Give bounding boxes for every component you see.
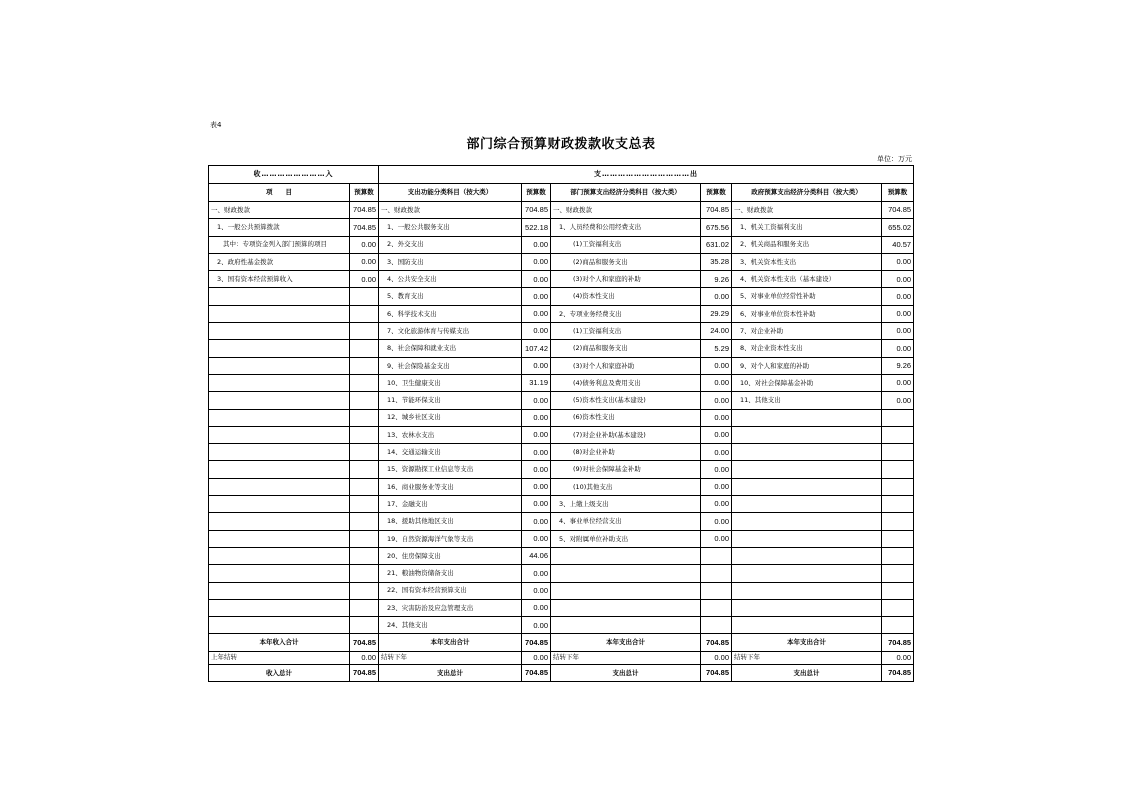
table-cell xyxy=(732,599,882,616)
table-cell xyxy=(350,582,379,599)
table-row xyxy=(209,599,914,616)
column-header: 预算数 xyxy=(882,184,914,202)
table-cell xyxy=(732,461,882,478)
table-cell: 0.00 xyxy=(882,271,914,288)
table-cell: 0.00 xyxy=(522,288,551,305)
table-cell xyxy=(882,582,914,599)
table-cell: 5、对事业单位经常性补助 xyxy=(732,288,882,305)
table-cell: 8、社会保障和就业支出 xyxy=(379,340,522,357)
table-cell: 3、上缴上级支出 xyxy=(551,496,701,513)
table-cell xyxy=(882,461,914,478)
table-cell: 本年收入合计 xyxy=(209,634,350,651)
column-header: 预算数 xyxy=(350,184,379,202)
table-cell: 结转下年 xyxy=(379,651,522,664)
table-cell: 4、机关资本性支出（基本建设） xyxy=(732,271,882,288)
table-row xyxy=(209,288,914,305)
table-cell: 23、灾害防治及应急管理支出 xyxy=(379,599,522,616)
table-cell xyxy=(732,426,882,443)
table-cell: 1、机关工资福利支出 xyxy=(732,219,882,236)
table-cell: 11、节能环保支出 xyxy=(379,392,522,409)
table-cell xyxy=(551,547,701,564)
table-cell xyxy=(350,426,379,443)
table-cell: 704.85 xyxy=(882,202,914,219)
table-cell: 655.02 xyxy=(882,219,914,236)
table-cell xyxy=(209,357,350,374)
table-cell xyxy=(209,392,350,409)
table-cell: 704.85 xyxy=(701,634,732,651)
table-cell: 0.00 xyxy=(701,513,732,530)
page-title: 部门综合预算财政拨款收支总表 xyxy=(466,137,656,152)
table-cell xyxy=(701,599,732,616)
table-cell: 其中：专项资金列入部门预算的项目 xyxy=(209,236,350,253)
table-cell xyxy=(350,340,379,357)
table-cell: 13、农林水支出 xyxy=(379,426,522,443)
table-cell: 704.85 xyxy=(350,664,379,681)
table-cell: 0.00 xyxy=(350,236,379,253)
table-row xyxy=(209,236,914,253)
table-cell: 0.00 xyxy=(882,392,914,409)
table-cell: 一、财政拨款 xyxy=(209,202,350,219)
column-header: 政府预算支出经济分类科目（按大类） xyxy=(732,184,882,202)
table-cell: 18、援助其他地区支出 xyxy=(379,513,522,530)
table-cell: 0.00 xyxy=(882,305,914,322)
table-cell: 一、财政拨款 xyxy=(379,202,522,219)
table-cell: 0.00 xyxy=(701,478,732,495)
table-cell: 支出总计 xyxy=(732,664,882,681)
table-cell: 5、教育支出 xyxy=(379,288,522,305)
table-cell: 10、卫生健康支出 xyxy=(379,374,522,391)
table-row xyxy=(209,565,914,582)
table-row xyxy=(209,219,914,236)
table-row xyxy=(209,426,914,443)
table-cell: 704.85 xyxy=(882,634,914,651)
table-cell xyxy=(350,513,379,530)
table-cell xyxy=(732,478,882,495)
table-cell: 2、外交支出 xyxy=(379,236,522,253)
table-cell: 14、交通运输支出 xyxy=(379,444,522,461)
table-cell: 3、国有资本经营预算收入 xyxy=(209,271,350,288)
table-cell: 704.85 xyxy=(882,664,914,681)
table-cell xyxy=(732,547,882,564)
table-cell: 0.00 xyxy=(522,651,551,664)
table-cell: 704.85 xyxy=(522,634,551,651)
table-cell: 0.00 xyxy=(522,582,551,599)
table-cell xyxy=(350,478,379,495)
table-cell: 2、专项业务经费支出 xyxy=(551,305,701,322)
table-cell: 0.00 xyxy=(522,478,551,495)
table-cell xyxy=(882,599,914,616)
table-cell xyxy=(350,599,379,616)
table-cell: (2)商品和服务支出 xyxy=(551,253,701,270)
table-cell xyxy=(732,530,882,547)
table-cell xyxy=(551,599,701,616)
table-cell: 3、国防支出 xyxy=(379,253,522,270)
table-cell: 24.00 xyxy=(701,323,732,340)
table-cell: 0.00 xyxy=(522,305,551,322)
table-cell: (8)对企业补助 xyxy=(551,444,701,461)
table-cell: 0.00 xyxy=(701,288,732,305)
table-cell xyxy=(209,617,350,634)
table-cell: (2)商品和服务支出 xyxy=(551,340,701,357)
table-row xyxy=(209,392,914,409)
table-cell: 31.19 xyxy=(522,374,551,391)
table-cell: 0.00 xyxy=(522,513,551,530)
table-cell: 15、资源勘探工业信息等支出 xyxy=(379,461,522,478)
table-cell: 675.56 xyxy=(701,219,732,236)
table-cell: 0.00 xyxy=(522,444,551,461)
table-row xyxy=(209,374,914,391)
table-cell: 35.28 xyxy=(701,253,732,270)
table-cell: 704.85 xyxy=(701,664,732,681)
table-cell: 0.00 xyxy=(522,496,551,513)
table-cell xyxy=(882,617,914,634)
table-cell xyxy=(209,599,350,616)
table-cell xyxy=(882,426,914,443)
table-cell: (1)工资福利支出 xyxy=(551,236,701,253)
table-cell xyxy=(701,547,732,564)
table-cell: 2、政府性基金拨款 xyxy=(209,253,350,270)
table-cell: 0.00 xyxy=(882,253,914,270)
table-cell xyxy=(209,547,350,564)
table-cell: 本年支出合计 xyxy=(379,634,522,651)
table-cell xyxy=(350,323,379,340)
table-cell: 0.00 xyxy=(701,392,732,409)
table-cell xyxy=(209,496,350,513)
table-cell xyxy=(350,496,379,513)
table-cell xyxy=(209,444,350,461)
table-cell xyxy=(209,288,350,305)
column-header: 预算数 xyxy=(701,184,732,202)
table-cell xyxy=(350,357,379,374)
table-row xyxy=(209,357,914,374)
table-cell: 0.00 xyxy=(522,599,551,616)
table-cell: 7、文化旅游体育与传媒支出 xyxy=(379,323,522,340)
table-cell xyxy=(350,392,379,409)
table-cell: 19、自然资源海洋气象等支出 xyxy=(379,530,522,547)
table-cell xyxy=(209,513,350,530)
table-cell xyxy=(209,323,350,340)
table-cell: 20、住房保障支出 xyxy=(379,547,522,564)
table-cell xyxy=(732,496,882,513)
table-cell: 9、对个人和家庭的补助 xyxy=(732,357,882,374)
table-cell xyxy=(882,444,914,461)
table-cell: 1、人员经费和公用经费支出 xyxy=(551,219,701,236)
table-row xyxy=(209,530,914,547)
table-cell: (4)债务利息及费用支出 xyxy=(551,374,701,391)
table-cell xyxy=(350,617,379,634)
table-cell: 704.85 xyxy=(522,202,551,219)
table-cell: 0.00 xyxy=(522,461,551,478)
table-cell: 本年支出合计 xyxy=(551,634,701,651)
table-cell: 0.00 xyxy=(522,530,551,547)
table-row xyxy=(209,323,914,340)
table-cell xyxy=(732,617,882,634)
table-cell xyxy=(209,565,350,582)
table-cell: 5、对附属单位补助支出 xyxy=(551,530,701,547)
table-cell: 10、对社会保障基金补助 xyxy=(732,374,882,391)
table-cell: 本年支出合计 xyxy=(732,634,882,651)
table-cell: 17、金融支出 xyxy=(379,496,522,513)
table-cell xyxy=(701,565,732,582)
table-cell: 1、一般公共服务支出 xyxy=(379,219,522,236)
table-body xyxy=(209,202,914,634)
table-cell: 21、粮油物资储备支出 xyxy=(379,565,522,582)
table-cell: 22、国有资本经营预算支出 xyxy=(379,582,522,599)
table-cell: 2、机关商品和服务支出 xyxy=(732,236,882,253)
table-cell: 44.06 xyxy=(522,547,551,564)
table-cell: 上年结转 xyxy=(209,651,350,664)
table-cell: 704.85 xyxy=(350,202,379,219)
table-cell: 0.00 xyxy=(522,253,551,270)
table-cell xyxy=(350,374,379,391)
table-cell: 0.00 xyxy=(522,565,551,582)
table-cell: 结转下年 xyxy=(551,651,701,664)
table-cell: 一、财政拨款 xyxy=(551,202,701,219)
table-cell: 4、事业单位经营支出 xyxy=(551,513,701,530)
table-cell: 0.00 xyxy=(882,374,914,391)
table-cell xyxy=(209,340,350,357)
table-cell: 40.57 xyxy=(882,236,914,253)
table-cell: 0.00 xyxy=(522,323,551,340)
table-cell: 4、公共安全支出 xyxy=(379,271,522,288)
table-cell xyxy=(732,582,882,599)
table-row xyxy=(209,582,914,599)
table-cell: 0.00 xyxy=(522,392,551,409)
table-cell: 522.18 xyxy=(522,219,551,236)
table-row xyxy=(209,547,914,564)
table-cell: 0.00 xyxy=(701,530,732,547)
table-cell xyxy=(882,478,914,495)
table-cell: 0.00 xyxy=(882,340,914,357)
table-cell xyxy=(882,565,914,582)
table-cell: 0.00 xyxy=(701,374,732,391)
income-section-header: 收……………………入 xyxy=(209,166,379,184)
table-cell xyxy=(551,565,701,582)
table-cell: 0.00 xyxy=(882,323,914,340)
table-cell: (3)对个人和家庭补助 xyxy=(551,357,701,374)
table-row xyxy=(209,496,914,513)
column-header: 项 目 xyxy=(209,184,350,202)
table-cell xyxy=(732,565,882,582)
table-cell: 704.85 xyxy=(350,219,379,236)
table-cell: 9、社会保险基金支出 xyxy=(379,357,522,374)
table-row xyxy=(209,461,914,478)
table-cell: 0.00 xyxy=(350,271,379,288)
table-cell xyxy=(350,530,379,547)
table-cell: 0.00 xyxy=(522,236,551,253)
column-header: 支出功能分类科目（按大类） xyxy=(379,184,522,202)
table-cell: 11、其他支出 xyxy=(732,392,882,409)
table-cell xyxy=(209,461,350,478)
table-cell: 0.00 xyxy=(350,253,379,270)
table-row xyxy=(209,513,914,530)
carry-over-row xyxy=(209,651,914,664)
table-cell xyxy=(732,409,882,426)
table-cell: 0.00 xyxy=(882,651,914,664)
table-row xyxy=(209,340,914,357)
table-cell: (4)资本性支出 xyxy=(551,288,701,305)
table-cell: 0.00 xyxy=(350,651,379,664)
table-cell: 12、城乡社区支出 xyxy=(379,409,522,426)
table-cell: 0.00 xyxy=(701,357,732,374)
table-row xyxy=(209,253,914,270)
table-cell xyxy=(209,478,350,495)
table-row xyxy=(209,305,914,322)
table-cell: 9.26 xyxy=(882,357,914,374)
table-cell xyxy=(209,409,350,426)
expense-section-header: 支……………………………出 xyxy=(379,166,914,184)
table-cell: 6、科学技术支出 xyxy=(379,305,522,322)
table-cell: 0.00 xyxy=(882,288,914,305)
table-cell: 1、一般公共预算拨款 xyxy=(209,219,350,236)
table-row xyxy=(209,444,914,461)
table-cell: (9)对社会保障基金补助 xyxy=(551,461,701,478)
table-cell xyxy=(209,530,350,547)
table-cell: 24、其他支出 xyxy=(379,617,522,634)
column-header: 预算数 xyxy=(522,184,551,202)
table-cell: 一、财政拨款 xyxy=(732,202,882,219)
table-cell: 0.00 xyxy=(522,426,551,443)
table-cell: 支出总计 xyxy=(379,664,522,681)
table-cell xyxy=(350,409,379,426)
table-cell xyxy=(882,547,914,564)
table-cell xyxy=(732,513,882,530)
table-cell: 0.00 xyxy=(701,461,732,478)
table-cell xyxy=(209,582,350,599)
table-cell: (5)资本性支出(基本建设) xyxy=(551,392,701,409)
grand-total-row xyxy=(209,664,914,681)
table-cell: 0.00 xyxy=(522,271,551,288)
table-cell: (6)资本性支出 xyxy=(551,409,701,426)
table-cell xyxy=(350,444,379,461)
table-cell: (1)工资福利支出 xyxy=(551,323,701,340)
table-row xyxy=(209,617,914,634)
table-cell: 收入总计 xyxy=(209,664,350,681)
table-cell: 0.00 xyxy=(522,409,551,426)
table-cell: 704.85 xyxy=(522,664,551,681)
table-cell: 8、对企业资本性支出 xyxy=(732,340,882,357)
table-cell: (7)对企业补助(基本建设) xyxy=(551,426,701,443)
table-cell: 支出总计 xyxy=(551,664,701,681)
table-cell xyxy=(350,305,379,322)
table-number: 表4 xyxy=(210,121,222,129)
table-cell xyxy=(551,582,701,599)
table-cell: 0.00 xyxy=(522,357,551,374)
table-cell: (3)对个人和家庭的补助 xyxy=(551,271,701,288)
table-cell xyxy=(350,547,379,564)
table-cell xyxy=(882,409,914,426)
budget-summary-table xyxy=(208,165,914,682)
table-cell: 6、对事业单位资本性补助 xyxy=(732,305,882,322)
table-row xyxy=(209,202,914,219)
table-cell xyxy=(350,288,379,305)
table-cell: (10)其他支出 xyxy=(551,478,701,495)
table-cell xyxy=(350,461,379,478)
table-cell: 16、商业服务业等支出 xyxy=(379,478,522,495)
year-total-row xyxy=(209,634,914,651)
table-cell xyxy=(882,513,914,530)
table-cell xyxy=(732,444,882,461)
table-cell: 29.29 xyxy=(701,305,732,322)
table-cell xyxy=(882,496,914,513)
table-row xyxy=(209,478,914,495)
table-row xyxy=(209,409,914,426)
table-cell: 9.26 xyxy=(701,271,732,288)
table-cell: 704.85 xyxy=(350,634,379,651)
table-cell: 0.00 xyxy=(701,409,732,426)
table-cell xyxy=(350,565,379,582)
table-cell: 0.00 xyxy=(701,651,732,664)
table-cell: 3、机关资本性支出 xyxy=(732,253,882,270)
table-cell xyxy=(701,582,732,599)
table-cell: 5.29 xyxy=(701,340,732,357)
column-header: 部门预算支出经济分类科目（按大类） xyxy=(551,184,701,202)
table-cell xyxy=(209,374,350,391)
table-cell xyxy=(882,530,914,547)
table-cell xyxy=(551,617,701,634)
table-cell: 0.00 xyxy=(701,426,732,443)
table-cell: 107.42 xyxy=(522,340,551,357)
table-cell: 631.02 xyxy=(701,236,732,253)
table-cell: 7、对企业补助 xyxy=(732,323,882,340)
table-cell: 704.85 xyxy=(701,202,732,219)
table-cell xyxy=(209,305,350,322)
table-cell: 0.00 xyxy=(701,444,732,461)
table-cell xyxy=(701,617,732,634)
table-cell: 0.00 xyxy=(522,617,551,634)
table-row xyxy=(209,271,914,288)
unit-label: 单位：万元 xyxy=(877,155,912,163)
table-cell: 结转下年 xyxy=(732,651,882,664)
table-cell xyxy=(209,426,350,443)
table-cell: 0.00 xyxy=(701,496,732,513)
